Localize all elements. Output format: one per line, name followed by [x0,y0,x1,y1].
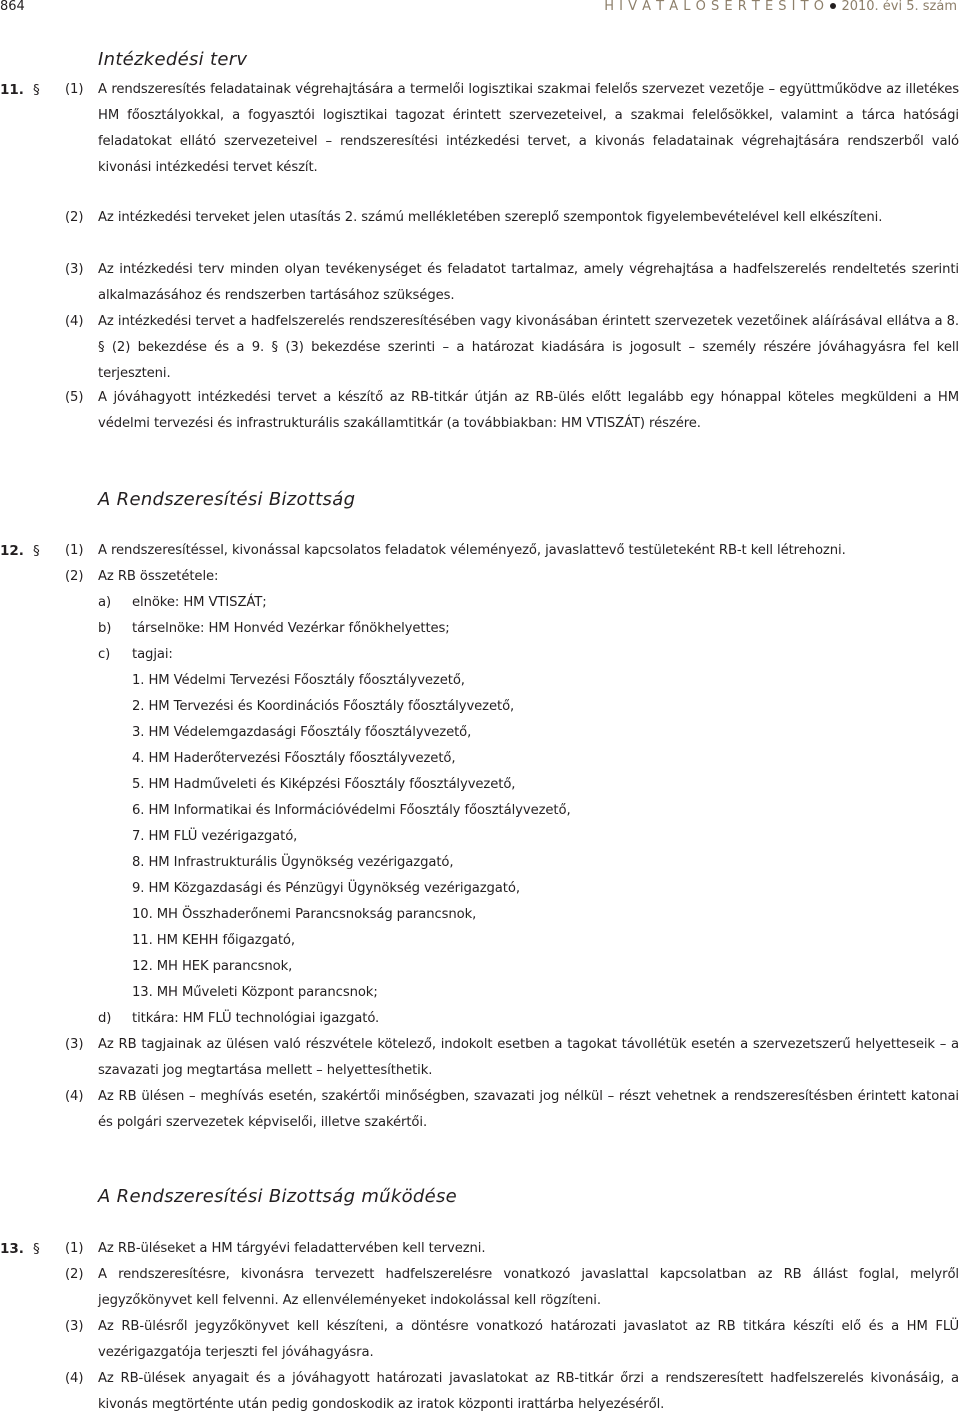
member-item: 5. HM Hadműveleti és Kiképzési Főosztály főosztályvezető, [132,777,516,792]
list-label: d) [98,1011,112,1026]
list-text: tagjai: [132,647,173,662]
subsection-text: Az RB tagjainak az ülésen való részvétele kötelező, indokolt esetben a tagokat távollétük esetén a szervezetszerű helyetteseik – a szavazati jog megtartása mellett – helyettesíthetik. [98,1037,959,1078]
subsection [65,564,959,590]
list-label: b) [98,621,112,636]
member-item: 7. HM FLÜ vezérigazgató, [132,829,298,844]
subsection [65,1366,959,1417]
member-item: 6. HM Informatikai és Információvédelmi Főosztály főosztályvezető, [132,803,571,818]
subsection-text: A rendszeresítésre, kivonásra tervezett hadfelszerelésre vonatkozó javaslattal kapcsolatban az RB állást foglal, melyről jegyzőkönyvet kell felvenni. Az ellenvéleményeket indokolással kell rögzíteni. [98,1267,959,1308]
subsection-number: (1) [65,1241,84,1256]
list-text: elnöke: HM VTISZÁT; [132,595,267,610]
subsection-text: Az RB összetétele: [98,569,219,584]
subsection-text: Az RB-ülések anyagait és a jóváhagyott határozati javaslatokat az RB-titkár őrzi a rendszeresített hadfelszerelés kivonásáig, a kivonás megtörténte után pedig gondoskodik az iratok központi irattárba helyezéséről. [98,1371,959,1412]
subsection [65,205,959,231]
subsection [65,1314,959,1366]
list-text: társelnöke: HM Honvéd Vezérkar főnökhelyettes; [132,621,450,636]
subsection-text: A rendszeresítéssel, kivonással kapcsolatos feladatok véleményező, javaslattevő testületeként RB-t kell létrehozni. [98,543,846,558]
section-heading: Intézkedési terv [98,49,248,70]
section-heading: A Rendszeresítési Bizottság [98,489,356,510]
member-item: 4. HM Haderőtervezési Főosztály főosztályvezető, [132,751,456,766]
member-item: 10. MH Összhaderőnemi Parancsnokság parancsnok, [132,907,477,922]
subsection-number: (1) [65,543,84,558]
subsection [65,1262,959,1314]
subsection [65,1032,959,1084]
running-header [0,0,960,14]
member-item: 2. HM Tervezési és Koordinációs Főosztály főosztályvezető, [132,699,515,714]
subsection-number: (2) [65,1267,84,1282]
section-heading: A Rendszeresítési Bizottság működése [98,1186,458,1207]
bullet-icon [830,3,836,9]
subsection-text: Az RB ülésen – meghívás esetén, szakértői minőségben, szavazati jog nélkül – részt vehetnek a rendszeresítésben érintett katonai és polgári szervezetek képviselői, illetve szakértői. [98,1089,959,1130]
journal-title [604,0,957,14]
list-label: a) [98,595,112,610]
paragraph-number: 12. [0,543,24,559]
subsection-number: (5) [65,390,84,405]
subsection [65,538,959,564]
subsection-number: (2) [65,210,84,225]
subsection [65,309,959,387]
list-text: titkára: HM FLÜ technológiai igazgató. [132,1011,380,1026]
subsection-text: A rendszeresítés feladatainak végrehajtására a termelői logisztikai szakmai felelős szervezet vezetője – együttműködve az illetékes HM főosztályokkal, a fogyasztói logisztikai tagozat érintett szervezeteivel, a szakmai felelősökkel, valamint a tárca hatósági feladatokat ellátó szervezeteivel – rendszeresítési intézkedési tervet, a kivonás feladatainak végrehajtására rendszerből való kivonási intézkedési tervet készít. [98,82,959,175]
subsection-text: A jóváhagyott intézkedési tervet a készítő az RB-titkár útján az RB-ülés előtt legalább egy hónappal köteles megküldeni a HM védelmi tervezési és infrastrukturális szakállamtitkár (a továbbiakban: HM VTISZÁT) részére. [98,390,959,431]
section-sign: § [33,1241,40,1257]
issue-number: 2010. évi 5. szám [841,0,957,14]
subsection-text: Az intézkedési terv minden olyan tevékenységet és feladatot tartalmaz, amely végrehajtása a hadfelszerelés rendeltetés szerinti alkalmazásához és rendszerben tartásához szükséges. [98,262,959,303]
subsection-number: (4) [65,1371,84,1386]
member-item: 3. HM Védelemgazdasági Főosztály főosztályvezető, [132,725,472,740]
member-item: 12. MH HEK parancsnok, [132,959,293,974]
subsection-text: Az intézkedési terveket jelen utasítás 2. számú mellékletében szereplő szempontok figyelembevételével kell elkészíteni. [98,210,883,225]
journal-name: H I V A T A L O S É R T E S Í T Ő [604,0,825,14]
list-label: c) [98,647,111,662]
subsection [65,257,959,309]
subsection-number: (3) [65,1319,84,1334]
subsection [65,1084,959,1136]
paragraph-number: 13. [0,1241,24,1257]
member-item: 11. HM KEHH főigazgató, [132,933,295,948]
subsection-number: (2) [65,569,84,584]
paragraph-number: 11. [0,82,24,98]
member-item: 13. MH Műveleti Központ parancsnok; [132,985,378,1000]
subsection-text: Az RB-üléseket a HM tárgyévi feladattervében kell tervezni. [98,1241,486,1256]
section-sign: § [33,543,40,559]
member-item: 9. HM Közgazdasági és Pénzügyi Ügynökség vezérigazgató, [132,881,520,896]
subsection-text: Az intézkedési tervet a hadfelszerelés rendszeresítésében vagy kivonásában érintett szervezetek vezetőinek aláírásával ellátva a 8. § (2) bekezdése és a 9. § (3) bekezdése szerinti – a határozat kiadására is jogosult – személy részére jóváhagyásra fel kell terjeszteni. [98,314,959,381]
member-item: 1. HM Védelmi Tervezési Főosztály főosztályvezető, [132,673,465,688]
subsection-number: (3) [65,1037,84,1052]
section-sign: § [33,82,40,98]
subsection-number: (4) [65,1089,84,1104]
subsection-text: Az RB-ülésről jegyzőkönyvet kell készíteni, a döntésre vonatkozó határozati javaslatot az RB titkára készíti elő és a HM FLÜ vezérigazgatója terjeszti fel jóváhagyásra. [98,1319,959,1360]
subsection [65,77,959,181]
subsection [65,385,959,437]
subsection-number: (4) [65,314,84,329]
subsection [65,1236,959,1262]
subsection-number: (1) [65,82,84,97]
subsection-number: (3) [65,262,84,277]
member-item: 8. HM Infrastrukturális Ügynökség vezérigazgató, [132,855,454,870]
page-number: 864 [0,0,25,14]
